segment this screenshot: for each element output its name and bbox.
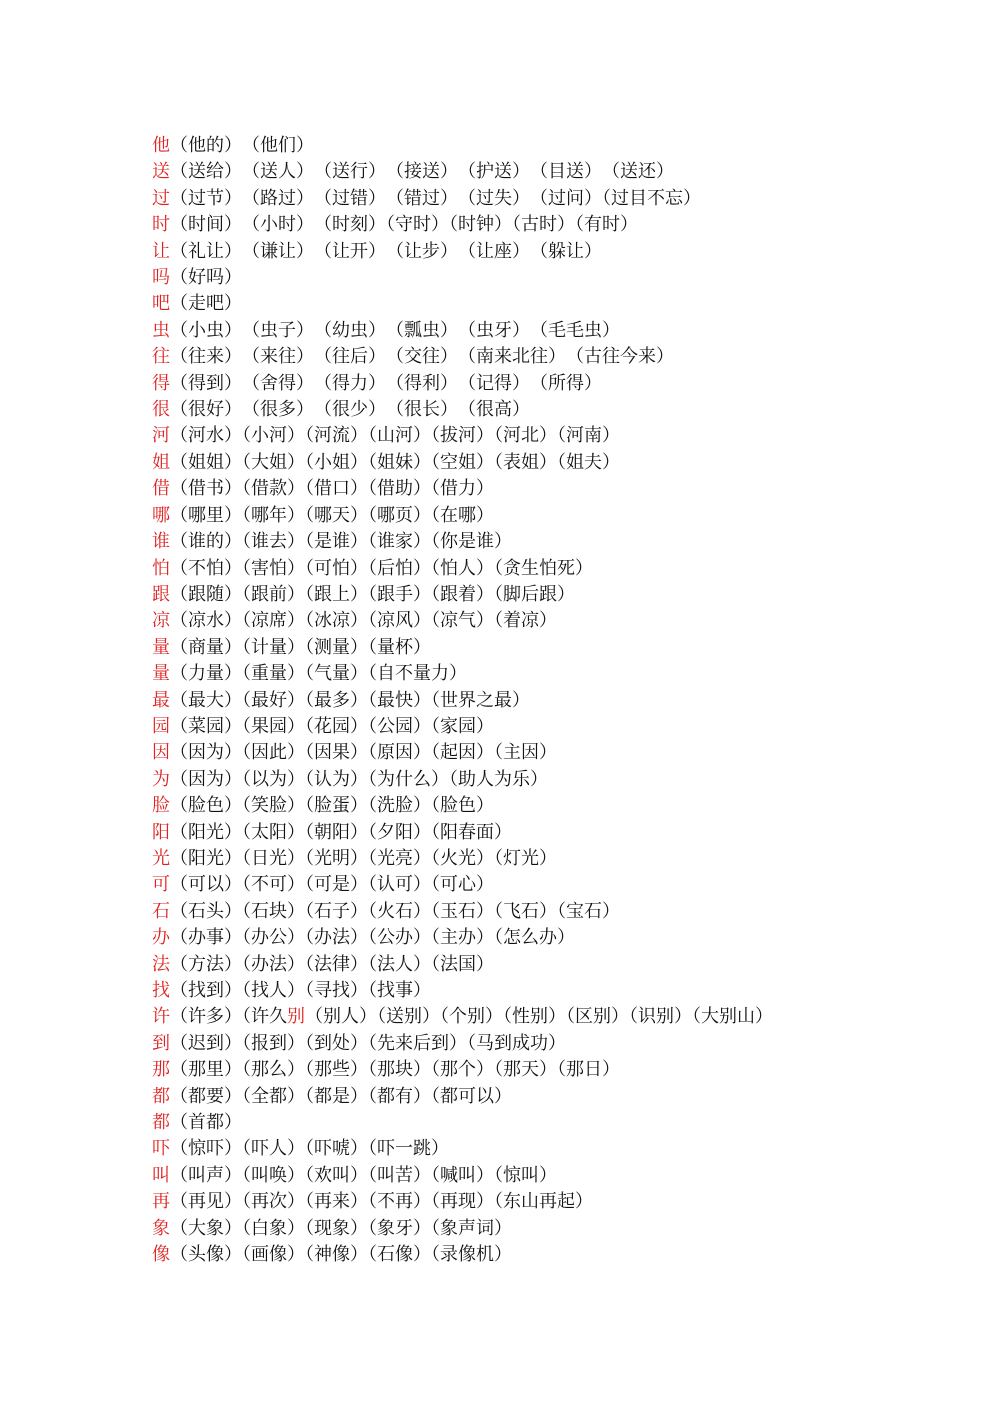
word-list: （首都） (170, 1112, 242, 1134)
head-character: 过 (152, 187, 170, 209)
vocab-entry (152, 318, 852, 344)
vocab-entry (152, 846, 852, 872)
head-character: 得 (152, 372, 170, 394)
word-list: （凉水）（凉席）（冰凉）（凉风）（凉气）（着凉） (170, 610, 557, 632)
vocab-entry (152, 820, 852, 846)
vocab-entry (152, 635, 852, 661)
vocab-entry (152, 740, 852, 766)
head-character: 再 (152, 1191, 170, 1213)
head-character: 借 (152, 478, 170, 500)
word-list: （都要）（全都）（都是）（都有）（都可以） (170, 1085, 512, 1107)
head-character: 时 (152, 214, 170, 236)
head-character: 最 (152, 689, 170, 711)
vocab-entry (152, 714, 852, 740)
word-list: （办事）（办公）（办法）（公办）（主办）（怎么办） (170, 927, 575, 949)
vocab-entry (152, 1110, 852, 1136)
head-character: 找 (152, 980, 170, 1001)
head-character: 让 (152, 240, 170, 262)
head-character: 脸 (152, 795, 170, 817)
head-character: 吗 (152, 267, 170, 289)
word-list: （方法）（办法）（法律）（法人）（法国） (170, 953, 494, 975)
word-list: （最大）（最好）（最多）（最快）（世界之最） (170, 689, 530, 711)
word-list: （阳光）（太阳）（朝阳）（夕阳）（阳春面） (170, 821, 512, 843)
word-list: （因为）（因此）（因果）（原因）（起因）（主因） (170, 742, 557, 764)
vocab-entry (152, 1216, 852, 1242)
head-character: 凉 (152, 610, 170, 632)
vocab-entry (152, 899, 852, 925)
vocabulary-list (152, 133, 852, 1268)
word-list: （头像）（画像）（神像）（石像）（录像机） (170, 1244, 512, 1266)
vocab-entry (152, 1057, 852, 1083)
vocab-entry (152, 397, 852, 423)
vocab-entry (152, 344, 852, 370)
word-list: （找到）（找人）（寻找）（找事） (170, 980, 431, 1001)
word-list: （菜园）（果园）（花园）（公园）（家园） (170, 715, 494, 737)
head-character: 姐 (152, 451, 170, 473)
head-character: 法 (152, 953, 170, 975)
head-character: 叫 (152, 1164, 170, 1186)
word-list: （力量）（重量）（气量）（自不量力） (170, 663, 467, 685)
head-character: 都 (152, 1112, 170, 1134)
word-list: （那里）（那么）（那些）（那块）（那个）（那天）（那日） (170, 1059, 620, 1081)
vocab-entry (152, 291, 852, 317)
vocab-entry (152, 239, 852, 265)
vocab-entry (152, 1031, 852, 1057)
head-character: 像 (152, 1244, 170, 1266)
head-character: 量 (152, 636, 170, 658)
vocab-entry (152, 872, 852, 898)
word-list: （送给） （送人） （送行） （接送） （护送） （目送） （送还） (170, 161, 674, 183)
head-character: 象 (152, 1217, 170, 1239)
word-list: （河水）（小河）（河流）（山河）（拔河）（河北）（河南） (170, 425, 620, 447)
vocab-entry (152, 767, 852, 793)
head-character: 石 (152, 900, 170, 922)
word-list: （迟到）（报到）（到处）（先来后到）（马到成功） (170, 1032, 566, 1054)
word-list: （借书）（借款）（借口）（借助）（借力） (170, 478, 494, 500)
vocab-entry (152, 1004, 852, 1030)
vocab-entry (152, 450, 852, 476)
head-character: 到 (152, 1032, 170, 1054)
vocab-entry (152, 133, 852, 159)
head-character: 办 (152, 927, 170, 949)
head-character: 他 (152, 135, 170, 156)
word-list: （好吗） (170, 267, 242, 289)
word-list: （姐姐）（大姐）（小姐）（姐妹）（空姐）（表姐）（姐夫） (170, 451, 620, 473)
vocab-entry (152, 423, 852, 449)
vocab-entry (152, 212, 852, 238)
vocab-entry (152, 978, 852, 1004)
vocab-entry (152, 529, 852, 555)
head-character: 光 (152, 847, 170, 869)
head-character: 跟 (152, 583, 170, 605)
head-character: 怕 (152, 557, 170, 579)
vocab-entry (152, 1163, 852, 1189)
word-list: （往来） （来往） （往后） （交往） （南来北往） （古往今来） (170, 346, 674, 368)
vocab-entry (152, 265, 852, 291)
word-list: （因为）（以为）（认为）（为什么）（助人为乐） (170, 768, 548, 790)
word-list: （时间） （小时） （时刻）（守时）（时钟）（古时）（有时） (170, 214, 638, 236)
vocab-entry (152, 186, 852, 212)
head-character: 为 (152, 768, 170, 790)
vocab-entry (152, 159, 852, 185)
vocab-entry (152, 476, 852, 502)
vocab-entry (152, 952, 852, 978)
head-character: 阳 (152, 821, 170, 843)
word-list: （可以）（不可）（可是）（认可）（可心） (170, 874, 494, 896)
head-character: 谁 (152, 531, 170, 553)
vocab-entry (152, 582, 852, 608)
word-list: （很好） （很多） （很少） （很长） （很高） (170, 399, 530, 421)
head-character: 吧 (152, 293, 170, 315)
word-list: （走吧） (170, 293, 242, 315)
head-character: 别 (287, 1006, 305, 1028)
word-list: （阳光）（日光）（光明）（光亮）（火光）（灯光） (170, 847, 557, 869)
vocab-entry (152, 371, 852, 397)
head-character: 许 (152, 1006, 170, 1028)
head-character: 往 (152, 346, 170, 368)
vocab-entry (152, 1084, 852, 1110)
head-character: 可 (152, 874, 170, 896)
word-list: （跟随）（跟前）（跟上）（跟手）（跟着）（脚后跟） (170, 583, 575, 605)
word-list: （惊吓）（吓人）（吓唬）（吓一跳） (170, 1138, 449, 1160)
vocab-entry (152, 1242, 852, 1268)
head-character: 送 (152, 161, 170, 183)
vocab-entry (152, 1136, 852, 1162)
vocab-entry (152, 688, 852, 714)
word-list: （石头）（石块）（石子）（火石）（玉石）（飞石）（宝石） (170, 900, 620, 922)
vocab-entry (152, 661, 852, 687)
vocab-entry (152, 503, 852, 529)
word-list: （不怕）（害怕）（可怕）（后怕）（怕人）（贪生怕死） (170, 557, 593, 579)
head-character: 很 (152, 399, 170, 421)
vocab-entry (152, 608, 852, 634)
word-list: （过节） （路过） （过错） （错过） （过失） （过问）（过目不忘） (170, 187, 701, 209)
word-list: （谁的）（谁去）（是谁）（谁家）（你是谁） (170, 531, 512, 553)
head-character: 园 (152, 715, 170, 737)
word-list: （小虫） （虫子） （幼虫） （瓢虫） （虫牙） （毛毛虫） (170, 319, 620, 341)
vocab-entry (152, 925, 852, 951)
word-list: （商量）（计量）（测量）（量杯） (170, 636, 431, 658)
head-character: 吓 (152, 1138, 170, 1160)
head-character: 哪 (152, 504, 170, 526)
head-character: 都 (152, 1085, 170, 1107)
head-character: 量 (152, 663, 170, 685)
word-list: （哪里）（哪年）（哪天）（哪页）（在哪） (170, 504, 494, 526)
head-character: 虫 (152, 319, 170, 341)
word-list: （得到） （舍得） （得力） （得利） （记得） （所得） (170, 372, 602, 394)
word-list: （叫声）（叫唤）（欢叫）（叫苦）（喊叫）（惊叫） (170, 1164, 557, 1186)
word-list: （他的） （他们） (170, 135, 314, 156)
word-list: （礼让） （谦让） （让开） （让步） （让座） （躲让） (170, 240, 602, 262)
word-list: （脸色）（笑脸）（脸蛋）（洗脸）（脸色） (170, 795, 494, 817)
word-list: （别人）（送别）（个别）（性别）（区别）（识别）（大别山） (305, 1006, 773, 1028)
word-list: （大象）（白象）（现象）（象牙）（象声词） (170, 1217, 512, 1239)
head-character: 因 (152, 742, 170, 764)
vocab-entry (152, 793, 852, 819)
vocab-entry (152, 556, 852, 582)
word-list: （许多）（许久 (170, 1006, 287, 1028)
head-character: 那 (152, 1059, 170, 1081)
head-character: 河 (152, 425, 170, 447)
vocab-entry (152, 1189, 852, 1215)
word-list: （再见）（再次）（再来）（不再）（再现）（东山再起） (170, 1191, 593, 1213)
